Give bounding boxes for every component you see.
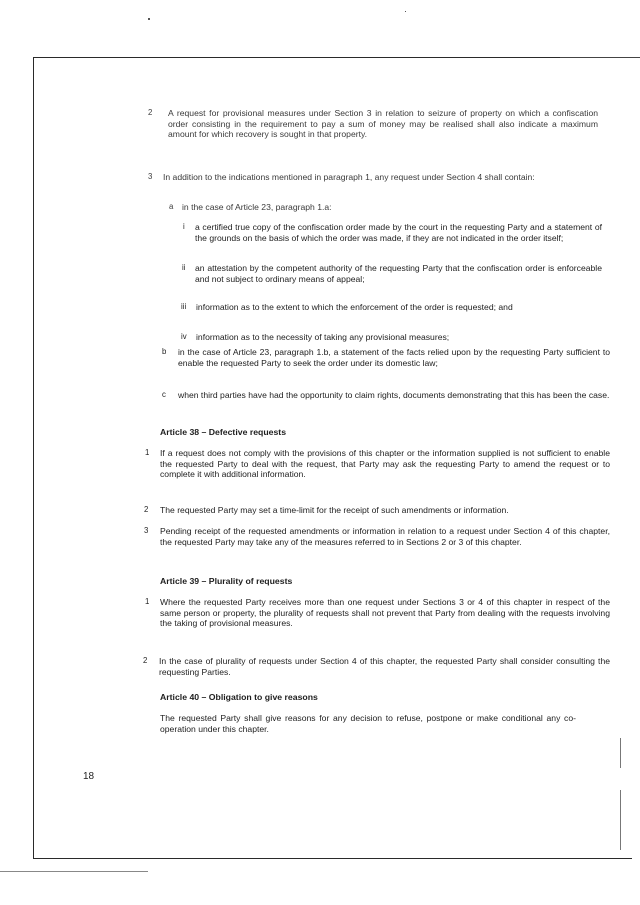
article-38-paragraph-1	[140, 448, 610, 480]
paragraph-number: 3	[144, 526, 149, 535]
paragraph-number: 2	[148, 108, 153, 117]
paragraph-text: Pending receipt of the requested amendments or information in relation to a request under Section 4 of this chapter, the requested Party may take any of the measures referred to in Sections 2 or 3 of this chapter.	[160, 526, 610, 547]
item-number: i	[183, 222, 185, 231]
item-number: ii	[182, 263, 186, 272]
paragraph-number: 3	[148, 172, 153, 181]
scan-speck	[148, 18, 150, 20]
subparagraph-b	[160, 347, 610, 369]
subparagraph-text: in the case of Article 23, paragraph 1.b, a statement of the facts relied upon by the requesting Party sufficient to enable the requested Party to seek the order under its domestic law;	[178, 347, 610, 368]
subparagraph-text: when third parties have had the opportunity to claim rights, documents demonstrating that this has been the case.	[178, 390, 610, 400]
item-text: information as to the necessity of taking any provisional measures;	[196, 332, 450, 342]
item-number: iii	[181, 302, 187, 311]
scan-speck	[405, 11, 406, 12]
paragraph-text: A request for provisional measures under Section 3 in relation to seizure of property on which a confiscation order consisting in the requirement to pay a sum of money may be realised shall also indicate a maximum amount for which recovery is sought in that property.	[168, 108, 598, 140]
paragraph-number: 2	[143, 656, 148, 665]
subparagraph-letter: b	[162, 347, 167, 356]
paragraph-text: The requested Party shall give reasons for any decision to refuse, postpone or make conditional any co-operation under this chapter.	[160, 713, 576, 734]
edge-mark	[620, 790, 621, 850]
edge-mark	[620, 738, 621, 768]
article-40-paragraph	[160, 713, 580, 735]
article-39-paragraph-1	[140, 597, 610, 629]
page-number: 18	[83, 771, 95, 782]
paragraph-text: The requested Party may set a time-limit for the receipt of such amendments or information.	[160, 505, 509, 515]
paragraph-3	[145, 172, 605, 194]
paragraph-number: 1	[145, 597, 150, 606]
subparagraph-c	[160, 390, 610, 412]
article-38-paragraph-3	[140, 526, 610, 558]
paragraph-text: Where the requested Party receives more than one request under Sections 3 or 4 of this chapter in respect of the same person or property, the plurality of requests shall not prevent that Party from dealing with the requests involving the taking of provisional measures.	[160, 597, 610, 629]
article-38-heading: Article 38 – Defective requests	[160, 427, 287, 437]
paragraph-number: 2	[144, 505, 149, 514]
article-40-heading: Article 40 – Obligation to give reasons	[160, 692, 318, 702]
item-number: iv	[181, 332, 187, 341]
item-text: a certified true copy of the confiscation order made by the court in the requesting Party and a statement of the grounds on the basis of which the order was made, if they are not indicated in the order itself;	[195, 222, 602, 243]
subparagraph-letter: c	[162, 390, 166, 399]
subparagraph-text: in the case of Article 23, paragraph 1.a:	[182, 202, 332, 212]
paragraph-2	[145, 108, 605, 150]
subparagraph-letter: a	[169, 202, 174, 211]
item-text: information as to the extent to which the enforcement of the order is requested; and	[196, 302, 513, 312]
paragraph-number: 1	[145, 448, 150, 457]
article-39-paragraph-2	[140, 656, 610, 678]
paragraph-text: If a request does not comply with the provisions of this chapter or the information supplied is not sufficient to enable the requested Party to deal with the request, that Party may ask the requesting Party to amend the request or to complete it with additional information.	[160, 448, 610, 480]
frame-top-extension	[560, 57, 640, 58]
footer-rule	[0, 871, 148, 872]
item-text: an attestation by the competent authority of the requesting Party that the confiscation order is enforceable and not subject to ordinary means of appeal;	[195, 263, 602, 284]
paragraph-text: In addition to the indications mentioned in paragraph 1, any request under Section 4 shall contain:	[163, 172, 535, 182]
paragraph-text: In the case of plurality of requests under Section 4 of this chapter, the requested Party shall consider consulting the requesting Parties.	[159, 656, 610, 677]
article-39-heading: Article 39 – Plurality of requests	[160, 576, 293, 586]
item-i	[180, 222, 600, 254]
